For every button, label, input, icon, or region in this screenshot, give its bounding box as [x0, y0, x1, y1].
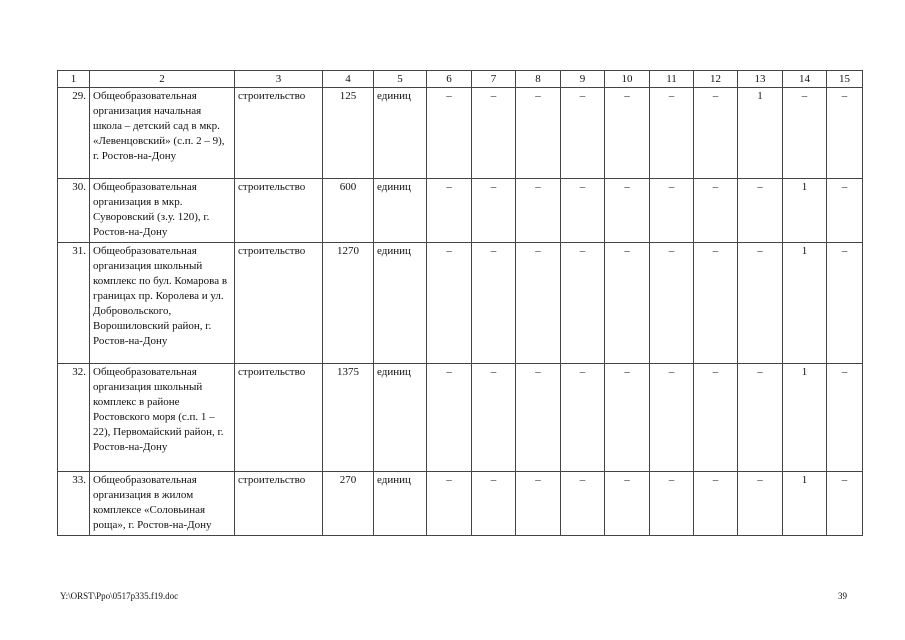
cell-col-15: –	[827, 179, 863, 243]
header-row	[58, 71, 863, 88]
row-number: 33.	[58, 472, 90, 536]
cell-col-6: –	[427, 88, 472, 179]
cell-col-11: –	[650, 88, 694, 179]
cell-col-13: –	[738, 472, 783, 536]
object-name: Общеобразовательная организация школьный комплекс по бул. Комарова в границах пр. Королева и ул. Добровольского, Ворошиловский район, г. Ростов-на-Дону	[90, 243, 235, 364]
cell-col-13: 1	[738, 88, 783, 179]
cell-col-12: –	[694, 472, 738, 536]
cell-col-7: –	[472, 179, 516, 243]
cell-col-15: –	[827, 364, 863, 472]
cell-col-10: –	[605, 88, 650, 179]
cell-col-10: –	[605, 179, 650, 243]
row-number: 29.	[58, 88, 90, 179]
page-number: 39	[838, 591, 847, 601]
col-header-4: 4	[323, 71, 374, 88]
col-header-5: 5	[374, 71, 427, 88]
row-number: 30.	[58, 179, 90, 243]
cell-col-6: –	[427, 364, 472, 472]
cell-col-15: –	[827, 88, 863, 179]
cell-col-14: 1	[783, 472, 827, 536]
cell-col-9: –	[561, 472, 605, 536]
cell-col-10: –	[605, 472, 650, 536]
cell-col-12: –	[694, 243, 738, 364]
table-row	[58, 179, 863, 243]
cell-col-11: –	[650, 243, 694, 364]
row-number: 31.	[58, 243, 90, 364]
object-name: Общеобразовательная организация в жилом комплексе «Соловьиная роща», г. Ростов-на-Дону	[90, 472, 235, 536]
cell-col-14: 1	[783, 179, 827, 243]
work-type: строительство	[235, 179, 323, 243]
table-row	[58, 472, 863, 536]
work-type: строительство	[235, 364, 323, 472]
object-name: Общеобразовательная организация школьный комплекс в районе Ростовского моря (с.п. 1 – 22), Первомайский район, г. Ростов-на-Дону	[90, 364, 235, 472]
cell-col-7: –	[472, 472, 516, 536]
cell-col-6: –	[427, 179, 472, 243]
cell-col-8: –	[516, 364, 561, 472]
cell-col-13: –	[738, 243, 783, 364]
cell-col-7: –	[472, 88, 516, 179]
cell-col-13: –	[738, 179, 783, 243]
table-row	[58, 88, 863, 179]
col-header-6: 6	[427, 71, 472, 88]
work-type: строительство	[235, 243, 323, 364]
cell-col-6: –	[427, 243, 472, 364]
cell-col-12: –	[694, 179, 738, 243]
capacity-value: 270	[323, 472, 374, 536]
cell-col-9: –	[561, 179, 605, 243]
cell-col-11: –	[650, 364, 694, 472]
cell-col-10: –	[605, 364, 650, 472]
cell-col-10: –	[605, 243, 650, 364]
col-header-11: 11	[650, 71, 694, 88]
cell-col-12: –	[694, 364, 738, 472]
capacity-value: 125	[323, 88, 374, 179]
unit-label: единиц	[374, 88, 427, 179]
table-row	[58, 364, 863, 472]
object-name: Общеобразовательная организация начальная школа – детский сад в мкр. «Левенцовский» (с.п. 2 – 9), г. Ростов-на-Дону	[90, 88, 235, 179]
col-header-15: 15	[827, 71, 863, 88]
col-header-9: 9	[561, 71, 605, 88]
cell-col-15: –	[827, 243, 863, 364]
cell-col-13: –	[738, 364, 783, 472]
cell-col-8: –	[516, 179, 561, 243]
cell-col-11: –	[650, 472, 694, 536]
table-header	[58, 71, 863, 88]
unit-label: единиц	[374, 243, 427, 364]
col-header-7: 7	[472, 71, 516, 88]
cell-col-12: –	[694, 88, 738, 179]
work-type: строительство	[235, 88, 323, 179]
cell-col-15: –	[827, 472, 863, 536]
cell-col-7: –	[472, 364, 516, 472]
unit-label: единиц	[374, 472, 427, 536]
cell-col-14: 1	[783, 364, 827, 472]
col-header-8: 8	[516, 71, 561, 88]
cell-col-14: –	[783, 88, 827, 179]
col-header-14: 14	[783, 71, 827, 88]
col-header-1: 1	[58, 71, 90, 88]
data-table	[57, 70, 863, 536]
row-number: 32.	[58, 364, 90, 472]
cell-col-11: –	[650, 179, 694, 243]
cell-col-6: –	[427, 472, 472, 536]
table-body	[58, 88, 863, 536]
cell-col-8: –	[516, 88, 561, 179]
document-file-path: Y:\ORST\Ppo\0517p335.f19.doc	[60, 591, 179, 601]
capacity-value: 1375	[323, 364, 374, 472]
cell-col-9: –	[561, 88, 605, 179]
col-header-10: 10	[605, 71, 650, 88]
cell-col-9: –	[561, 243, 605, 364]
object-name: Общеобразовательная организация в мкр. Суворовский (з.у. 120), г. Ростов-на-Дону	[90, 179, 235, 243]
cell-col-8: –	[516, 472, 561, 536]
capacity-value: 1270	[323, 243, 374, 364]
table-row	[58, 243, 863, 364]
cell-col-14: 1	[783, 243, 827, 364]
cell-col-7: –	[472, 243, 516, 364]
col-header-3: 3	[235, 71, 323, 88]
col-header-12: 12	[694, 71, 738, 88]
cell-col-9: –	[561, 364, 605, 472]
col-header-13: 13	[738, 71, 783, 88]
cell-col-8: –	[516, 243, 561, 364]
unit-label: единиц	[374, 364, 427, 472]
capacity-value: 600	[323, 179, 374, 243]
work-type: строительство	[235, 472, 323, 536]
unit-label: единиц	[374, 179, 427, 243]
col-header-2: 2	[90, 71, 235, 88]
